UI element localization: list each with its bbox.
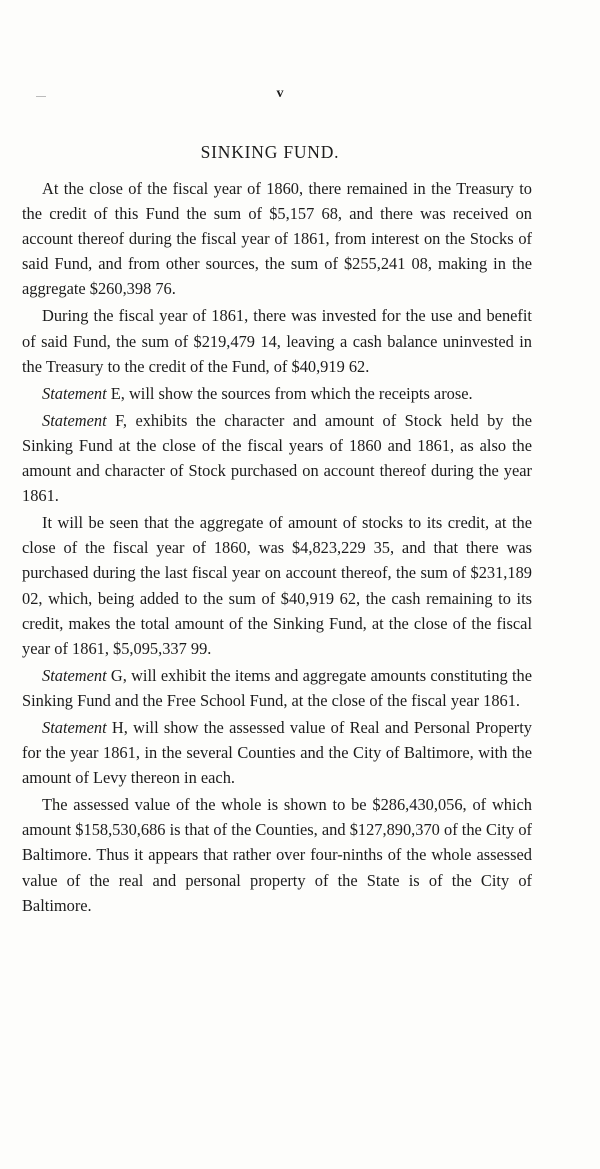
- paragraph-statement-g: [22, 663, 532, 713]
- statement-text: G, will exhibit the items and aggregate amounts constituting the Sinking Fund and the Free School Fund, at the close of the fiscal year 1861.: [22, 665, 532, 710]
- paragraph-assessed-value: The assessed value of the whole is shown to be $286,430,056, of which amount $158,530,686 is that of the Counties, and $127,890,370 of the City of Baltimore. Thus it appears that rather over four-ninths of the whole assessed value of the real and personal property of the State is of the City of Baltimore.: [22, 795, 532, 915]
- statement-label: Statement: [42, 383, 107, 403]
- statement-label: Statement: [42, 410, 107, 430]
- statement-label: Statement: [42, 717, 107, 737]
- statement-label: Statement: [42, 665, 107, 685]
- statement-text: E, will show the sources from which the receipts arose.: [106, 383, 473, 403]
- paragraph-investment: During the fiscal year of 1861, there was invested for the use and benefit of said Fund, the sum of $219,479 14, leaving a cash balance uninvested in the Treasury to the credit of the Fund, of $40,919 62.: [22, 306, 532, 376]
- statement-text: H, will show the assessed value of Real and Personal Property for the year 1861, in the several Counties and the City of Baltimore, with the amount of Levy thereon in each.: [22, 717, 532, 788]
- page-number: v: [276, 86, 284, 101]
- paragraph-aggregate-stocks: It will be seen that the aggregate of amount of stocks to its credit, at the close of the fiscal year of 1860, was $4,823,229 35, and that there was purchased during the last fiscal year on account thereof, the sum of $231,189 02, which, being added to the sum of $40,919 62, the cash remaining to its credit, makes the total amount of the Sinking Fund, at the close of the fiscal year of 1861, $5,095,337 99.: [22, 513, 532, 658]
- statement-text: F, exhibits the character and amount of Stock held by the Sinking Fund at the close of the fiscal years of 1860 and 1861, as also the amount and character of Stock purchased on account thereof during the year 1861.: [22, 410, 532, 506]
- paragraph-statement-h: [22, 715, 532, 790]
- section-title: SINKING FUND.: [200, 142, 340, 162]
- body-text: [22, 176, 532, 918]
- paragraph-fund-balance: At the close of the fiscal year of 1860, there remained in the Treasury to the credit of this Fund the sum of $5,157 68, and there was received on account thereof during the fiscal year of 1861, from interest on the Stocks of said Fund, and from other sources, the sum of $255,241 08, making in the aggregate $260,398 76.: [22, 179, 532, 299]
- paragraph-statement-f: [22, 408, 532, 508]
- paragraph-statement-e: [22, 381, 532, 406]
